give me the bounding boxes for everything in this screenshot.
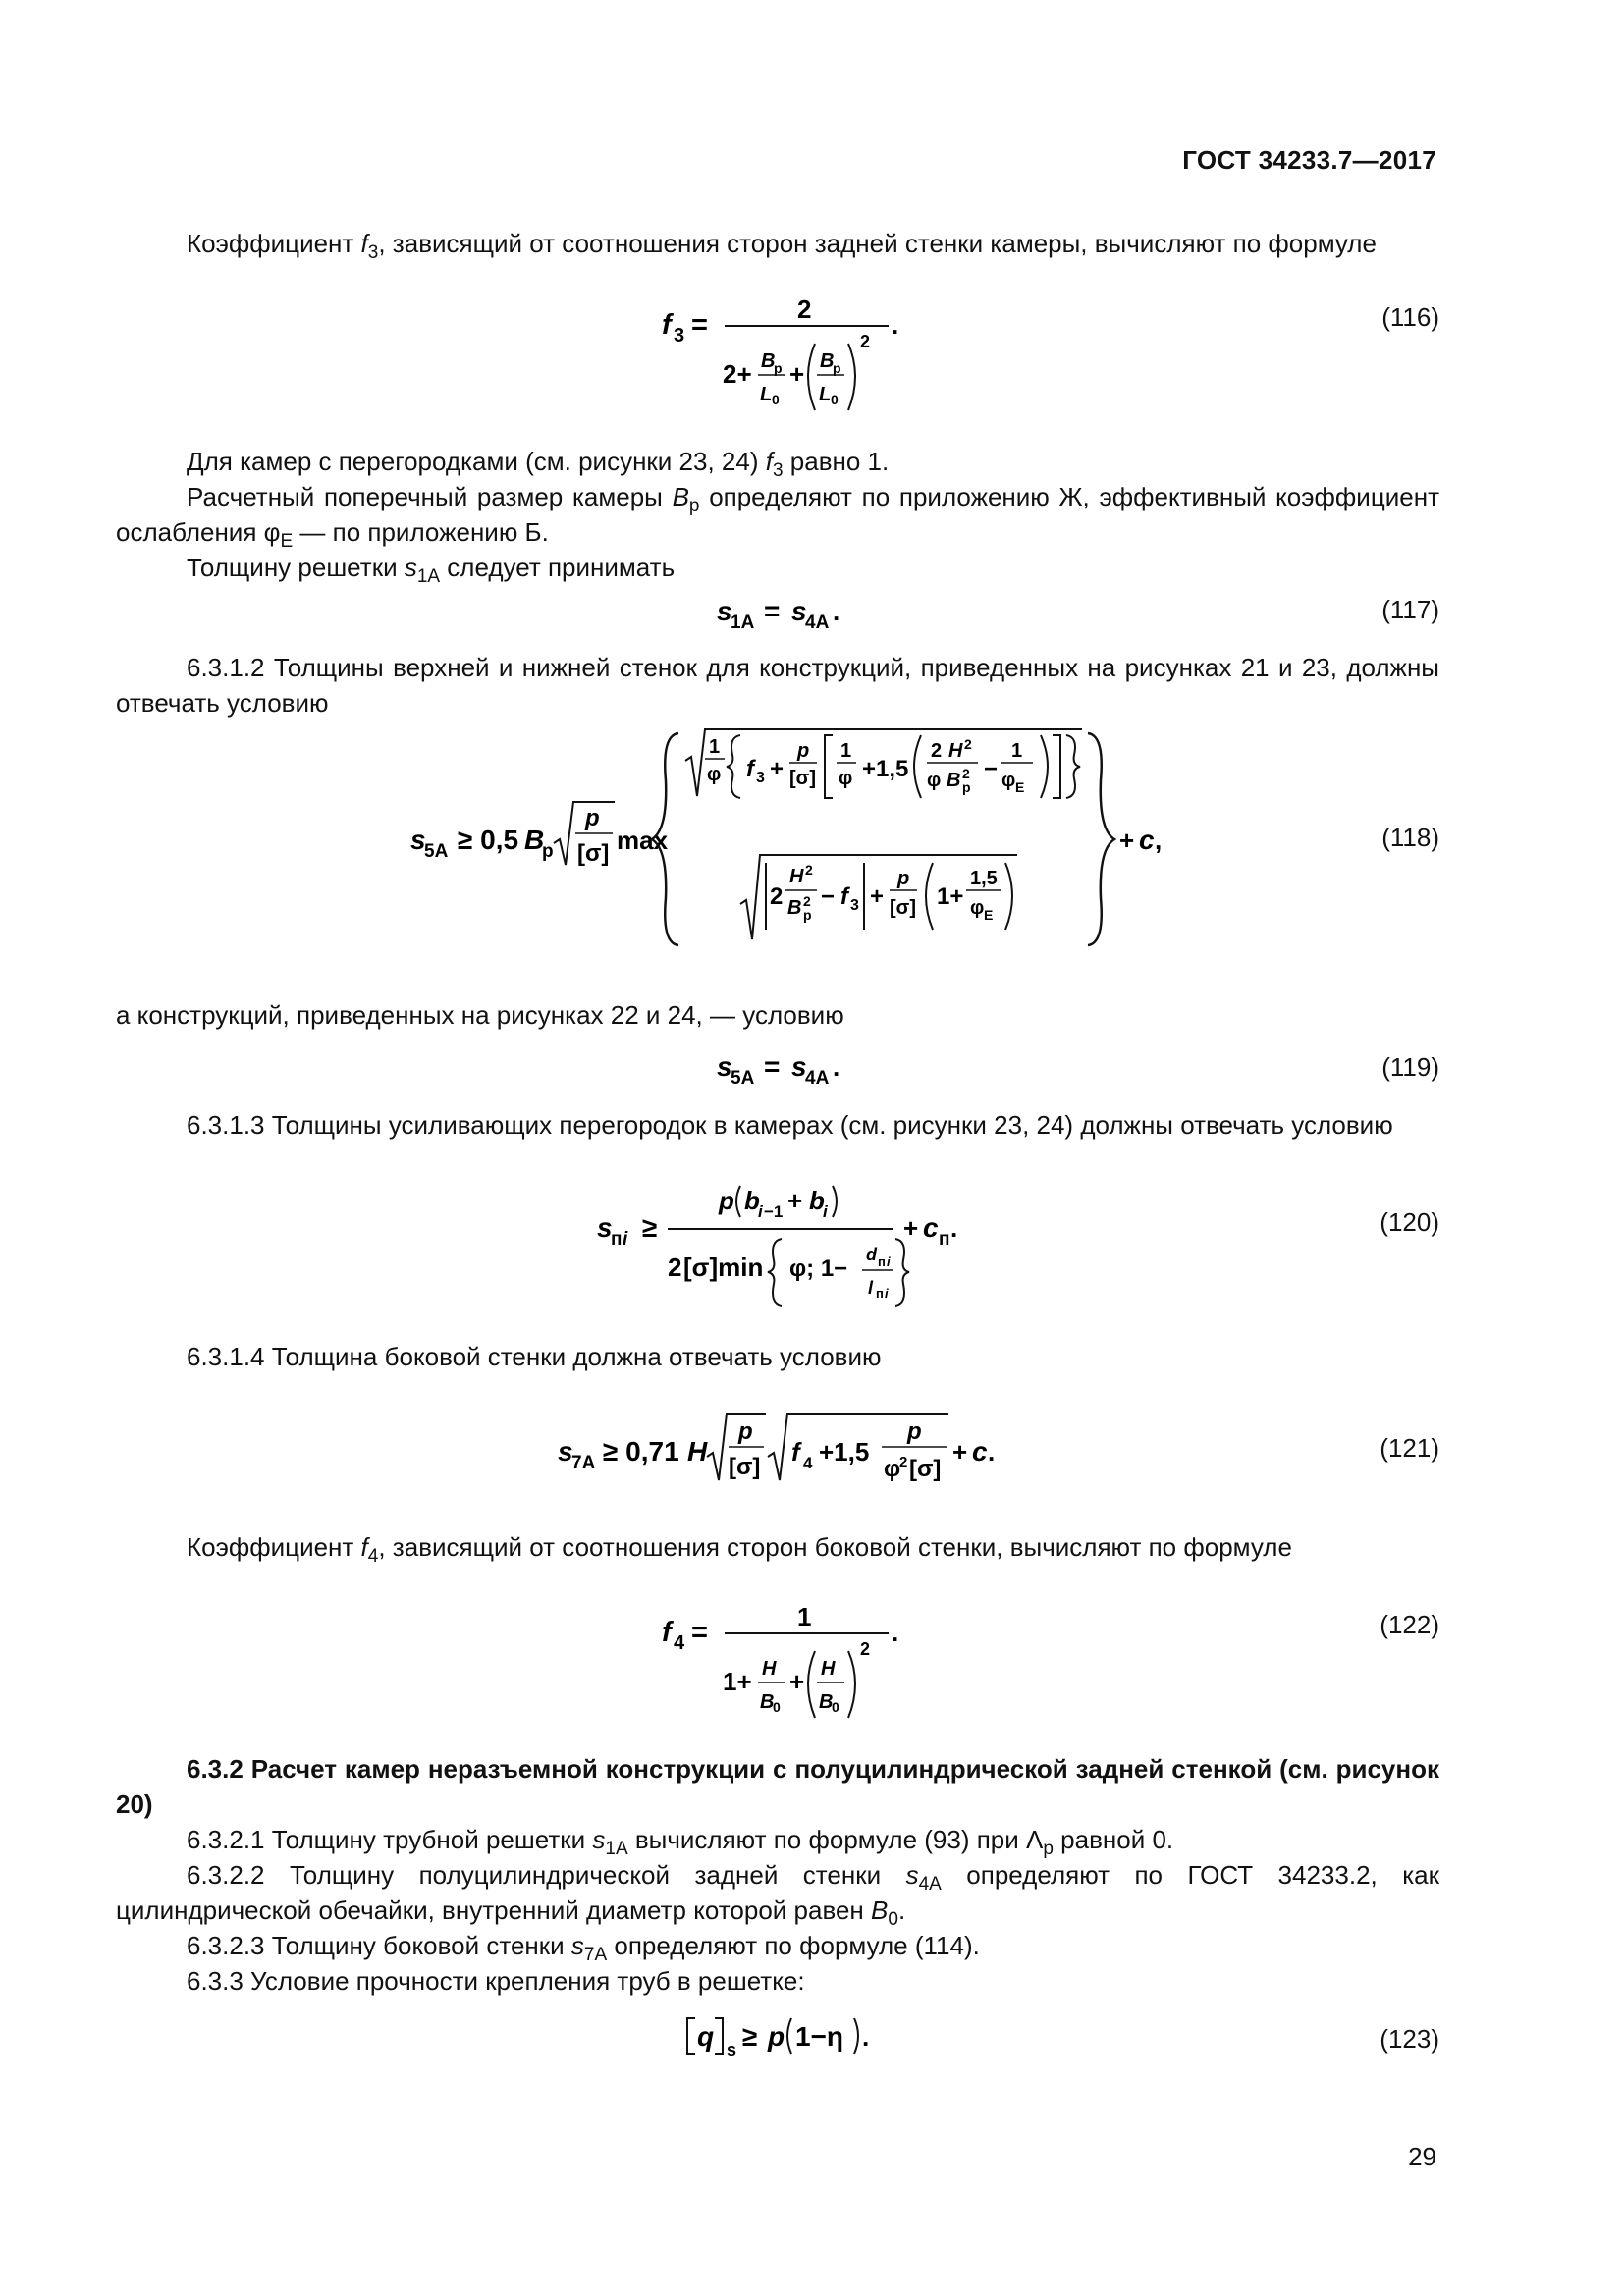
svg-text:L: L bbox=[760, 384, 773, 405]
svg-text:+: + bbox=[789, 359, 805, 389]
svg-text:B: B bbox=[760, 1691, 775, 1713]
svg-text:2+: 2+ bbox=[723, 359, 752, 389]
svg-text:p: p bbox=[797, 740, 810, 762]
svg-text:3: 3 bbox=[850, 897, 859, 914]
formula-120 bbox=[595, 1174, 968, 1311]
svg-text:5A: 5A bbox=[731, 1068, 755, 1089]
formula-117 bbox=[707, 587, 903, 636]
svg-text:B: B bbox=[524, 825, 545, 855]
equation-number-118: (118) bbox=[1381, 823, 1439, 852]
svg-text:п: п bbox=[876, 1286, 884, 1301]
svg-text:р: р bbox=[962, 779, 971, 795]
svg-text:1: 1 bbox=[840, 740, 852, 762]
svg-text:4A: 4A bbox=[805, 1068, 830, 1089]
paragraph-bp-definition: Расчетный поперечный размер камеры $B_р$ определяют по приложению Ж, эффективный коэффициент ослабления $\varphi_E$ — по приложению Б. bbox=[116, 482, 1439, 552]
svg-text:p: p bbox=[719, 1186, 734, 1215]
paragraph-6-3-1-3: 6.3.1.3 Толщины усиливающих перегородок в камерах (см. рисунки 23, 24) должны отвечать условию bbox=[187, 1110, 1393, 1140]
svg-text:d: d bbox=[866, 1245, 877, 1264]
svg-text:E: E bbox=[1015, 779, 1025, 795]
svg-text:φ: φ bbox=[970, 897, 985, 919]
svg-text:−1: −1 bbox=[764, 1202, 784, 1221]
svg-text:E: E bbox=[984, 907, 994, 923]
equation-number-123: (123) bbox=[1380, 2024, 1439, 2054]
svg-text:п: п bbox=[878, 1255, 886, 1269]
equation-number-117: (117) bbox=[1381, 595, 1439, 624]
svg-text:s: s bbox=[727, 2040, 737, 2059]
formula-116 bbox=[648, 283, 923, 420]
svg-text:H: H bbox=[821, 1658, 836, 1680]
page-number: 29 bbox=[1408, 2142, 1436, 2171]
svg-text:f: f bbox=[662, 1617, 672, 1648]
svg-text:+: + bbox=[870, 883, 885, 910]
equation-number-119: (119) bbox=[1381, 1052, 1439, 1082]
svg-text:i: i bbox=[623, 1229, 628, 1250]
svg-text:+: + bbox=[903, 1213, 919, 1243]
svg-text:s: s bbox=[791, 1051, 807, 1082]
svg-text:φ: φ bbox=[707, 764, 722, 785]
svg-text:H: H bbox=[948, 740, 963, 762]
svg-text:0: 0 bbox=[772, 392, 780, 407]
svg-text:=: = bbox=[764, 1051, 781, 1082]
svg-text:.: . bbox=[950, 1213, 958, 1243]
svg-text:c: c bbox=[972, 1436, 988, 1467]
svg-text:3: 3 bbox=[756, 770, 765, 786]
paragraph-6-3-2-1: 6.3.2.1 Толщину трубной решетки $s_{1A}$ вычисляют по формуле (93) при $\Lambda_р$ равной 0. bbox=[187, 1825, 1174, 1859]
svg-text:B: B bbox=[819, 1691, 834, 1713]
svg-text:.: . bbox=[988, 1437, 996, 1467]
svg-text:H: H bbox=[687, 1436, 708, 1467]
svg-text:=: = bbox=[691, 1617, 708, 1648]
svg-text:0: 0 bbox=[773, 1699, 781, 1715]
svg-text:[σ]: [σ] bbox=[729, 1454, 761, 1480]
document-id-header: ГОСТ 34233.7—2017 bbox=[1182, 145, 1436, 175]
svg-text:p: p bbox=[768, 2021, 785, 2052]
svg-text:s: s bbox=[791, 596, 807, 626]
svg-text:s: s bbox=[717, 1051, 732, 1082]
svg-text:1: 1 bbox=[709, 736, 721, 758]
svg-text:+: + bbox=[770, 756, 785, 782]
paragraph-f3-intro: Коэффициент $f_3$, зависящий от соотношения сторон задней стенки камеры, вычисляют по формуле bbox=[187, 229, 1377, 263]
svg-text:φ: φ bbox=[884, 1456, 901, 1482]
svg-text:≥ 0,5: ≥ 0,5 bbox=[458, 825, 519, 855]
svg-text:[σ]: [σ] bbox=[890, 897, 917, 919]
svg-text:i: i bbox=[823, 1202, 828, 1221]
svg-text:.: . bbox=[862, 2022, 870, 2052]
svg-text:s: s bbox=[597, 1212, 613, 1243]
svg-text:s: s bbox=[717, 596, 732, 626]
svg-text:max: max bbox=[617, 826, 669, 855]
svg-text:B: B bbox=[761, 350, 776, 372]
svg-text:f: f bbox=[840, 883, 848, 910]
equation-number-122: (122) bbox=[1380, 1610, 1439, 1639]
svg-text:р: р bbox=[833, 360, 841, 376]
svg-text:c: c bbox=[1139, 825, 1155, 855]
formula-121 bbox=[556, 1406, 1007, 1494]
svg-text:i: i bbox=[758, 1202, 763, 1221]
svg-text:п: п bbox=[939, 1229, 950, 1250]
svg-text:p: p bbox=[897, 868, 910, 889]
svg-text:2: 2 bbox=[899, 1454, 908, 1470]
svg-text:7A: 7A bbox=[571, 1453, 596, 1473]
svg-text:2: 2 bbox=[668, 1253, 682, 1282]
equation-number-116: (116) bbox=[1381, 302, 1439, 332]
svg-text:2: 2 bbox=[860, 332, 871, 351]
svg-text:0: 0 bbox=[832, 1699, 839, 1715]
svg-text:−: − bbox=[984, 756, 999, 782]
svg-text:f: f bbox=[662, 309, 672, 341]
svg-text:4: 4 bbox=[803, 1454, 813, 1472]
svg-text:=: = bbox=[764, 596, 781, 626]
svg-text:b: b bbox=[744, 1186, 760, 1215]
equation-number-121: (121) bbox=[1380, 1433, 1439, 1463]
section-heading-6-3-2: 6.3.2 Расчет камер неразъемной конструкции с полуцилиндрической задней стенкой (см. рисунок 20) bbox=[116, 1754, 1439, 1819]
svg-text:.: . bbox=[892, 310, 899, 340]
svg-text:4: 4 bbox=[674, 1632, 685, 1654]
svg-text:1: 1 bbox=[1011, 740, 1023, 762]
svg-text:1: 1 bbox=[797, 1602, 812, 1631]
svg-text:+: + bbox=[787, 1186, 803, 1215]
svg-text:i: i bbox=[885, 1286, 889, 1301]
svg-text:1+: 1+ bbox=[937, 883, 964, 910]
paragraph-6-3-2-3: 6.3.2.3 Толщину боковой стенки $s_{7A}$ определяют по формуле (114). bbox=[187, 1931, 980, 1965]
svg-text:+1,5: +1,5 bbox=[862, 756, 909, 782]
paragraph-f3-partitions: Для камер с перегородками (см. рисунки 23, 24) $f_3$ равно 1. bbox=[187, 447, 890, 481]
svg-text:φ: φ bbox=[839, 768, 853, 789]
svg-text:[σ]: [σ] bbox=[909, 1456, 942, 1482]
svg-text:B: B bbox=[947, 770, 961, 791]
paragraph-figures-22-24: а конструкций, приведенных на рисунках 22 и 24, — условию bbox=[116, 1000, 844, 1030]
svg-text:≥: ≥ bbox=[642, 1212, 658, 1243]
svg-text:1−η: 1−η bbox=[795, 2021, 844, 2052]
svg-text:≥ 0,71: ≥ 0,71 bbox=[603, 1436, 679, 1467]
svg-text:п: п bbox=[611, 1229, 623, 1250]
paragraph-6-3-2-2: 6.3.2.2 Толщину полуцилиндрической задней стенки $s_{4A}$ определяют по ГОСТ 34233.2, как цилиндрической обечайки, внутренний диаметр которой равен $B_0$. bbox=[116, 1860, 1439, 1930]
svg-text:p: p bbox=[907, 1418, 922, 1445]
svg-text:2: 2 bbox=[797, 294, 812, 324]
svg-text:f: f bbox=[791, 1437, 800, 1467]
svg-text:р: р bbox=[774, 360, 783, 376]
svg-text:2: 2 bbox=[803, 893, 811, 909]
svg-text:р: р bbox=[803, 907, 812, 923]
svg-text:H: H bbox=[789, 866, 804, 887]
svg-text:.: . bbox=[833, 597, 840, 626]
svg-text:[σ]: [σ] bbox=[789, 768, 817, 789]
svg-text:2: 2 bbox=[962, 766, 970, 781]
svg-text:[σ]min: [σ]min bbox=[683, 1253, 764, 1282]
svg-text:φ: φ bbox=[1001, 770, 1016, 791]
svg-text:H: H bbox=[762, 1658, 777, 1680]
svg-text:≥: ≥ bbox=[742, 2021, 758, 2052]
svg-text:L: L bbox=[819, 384, 832, 405]
svg-text:+: + bbox=[789, 1667, 805, 1696]
svg-text:2: 2 bbox=[931, 740, 943, 762]
svg-text:3: 3 bbox=[674, 325, 685, 347]
svg-text:q: q bbox=[697, 2021, 715, 2052]
svg-text:2: 2 bbox=[770, 883, 784, 910]
svg-text:i: i bbox=[887, 1255, 891, 1269]
svg-text:+1,5: +1,5 bbox=[819, 1437, 870, 1467]
svg-text:0: 0 bbox=[831, 392, 839, 407]
paragraph-6-3-1-2: 6.3.1.2 Толщины верхней и нижней стенок для конструкций, приведенных на рисунках 21 и 23, должны отвечать условию bbox=[116, 653, 1439, 718]
svg-text:f: f bbox=[746, 756, 754, 782]
svg-text:b: b bbox=[809, 1186, 825, 1215]
svg-text:p: p bbox=[738, 1418, 753, 1445]
paragraph-6-3-1-4: 6.3.1.4 Толщина боковой стенки должна отвечать условию bbox=[187, 1342, 882, 1371]
svg-text:,: , bbox=[1155, 826, 1163, 855]
svg-text:p: p bbox=[585, 805, 600, 831]
svg-text:φ; 1−: φ; 1− bbox=[789, 1255, 848, 1282]
svg-text:р: р bbox=[542, 841, 554, 862]
svg-text:1A: 1A bbox=[731, 613, 755, 633]
paragraph-6-3-3: 6.3.3 Условие прочности крепления труб в решетке: bbox=[187, 1966, 805, 1996]
svg-text:[σ]: [σ] bbox=[577, 840, 610, 867]
svg-text:1,5: 1,5 bbox=[970, 868, 998, 889]
svg-text:2: 2 bbox=[805, 862, 813, 878]
svg-text:2: 2 bbox=[964, 736, 972, 752]
svg-text:.: . bbox=[892, 1618, 899, 1647]
svg-text:4A: 4A bbox=[805, 613, 830, 633]
paragraph-f4-intro: Коэффициент $f_4$, зависящий от соотношения сторон боковой стенки, вычисляют по формуле bbox=[187, 1532, 1292, 1567]
formula-118 bbox=[408, 721, 1174, 957]
svg-text:B: B bbox=[820, 350, 835, 372]
svg-text:s: s bbox=[410, 825, 426, 855]
paragraph-s1a: Толщину решетки $s_{1A}$ следует принимать bbox=[187, 553, 676, 587]
svg-text:B: B bbox=[787, 897, 802, 919]
svg-text:.: . bbox=[833, 1052, 840, 1082]
svg-text:φ: φ bbox=[927, 770, 942, 791]
svg-text:2: 2 bbox=[860, 1639, 871, 1659]
formula-122 bbox=[648, 1590, 923, 1728]
svg-text:−: − bbox=[821, 883, 836, 910]
svg-text:+: + bbox=[952, 1437, 968, 1467]
svg-text:1+: 1+ bbox=[723, 1667, 752, 1696]
svg-text:s: s bbox=[558, 1436, 573, 1467]
equation-number-120: (120) bbox=[1380, 1207, 1439, 1237]
svg-text:=: = bbox=[691, 309, 708, 341]
svg-text:c: c bbox=[923, 1212, 939, 1243]
svg-text:+: + bbox=[1119, 826, 1135, 855]
formula-119 bbox=[707, 1042, 903, 1092]
formula-123 bbox=[681, 2006, 917, 2065]
svg-text:l: l bbox=[868, 1278, 874, 1298]
svg-text:5A: 5A bbox=[424, 841, 449, 862]
